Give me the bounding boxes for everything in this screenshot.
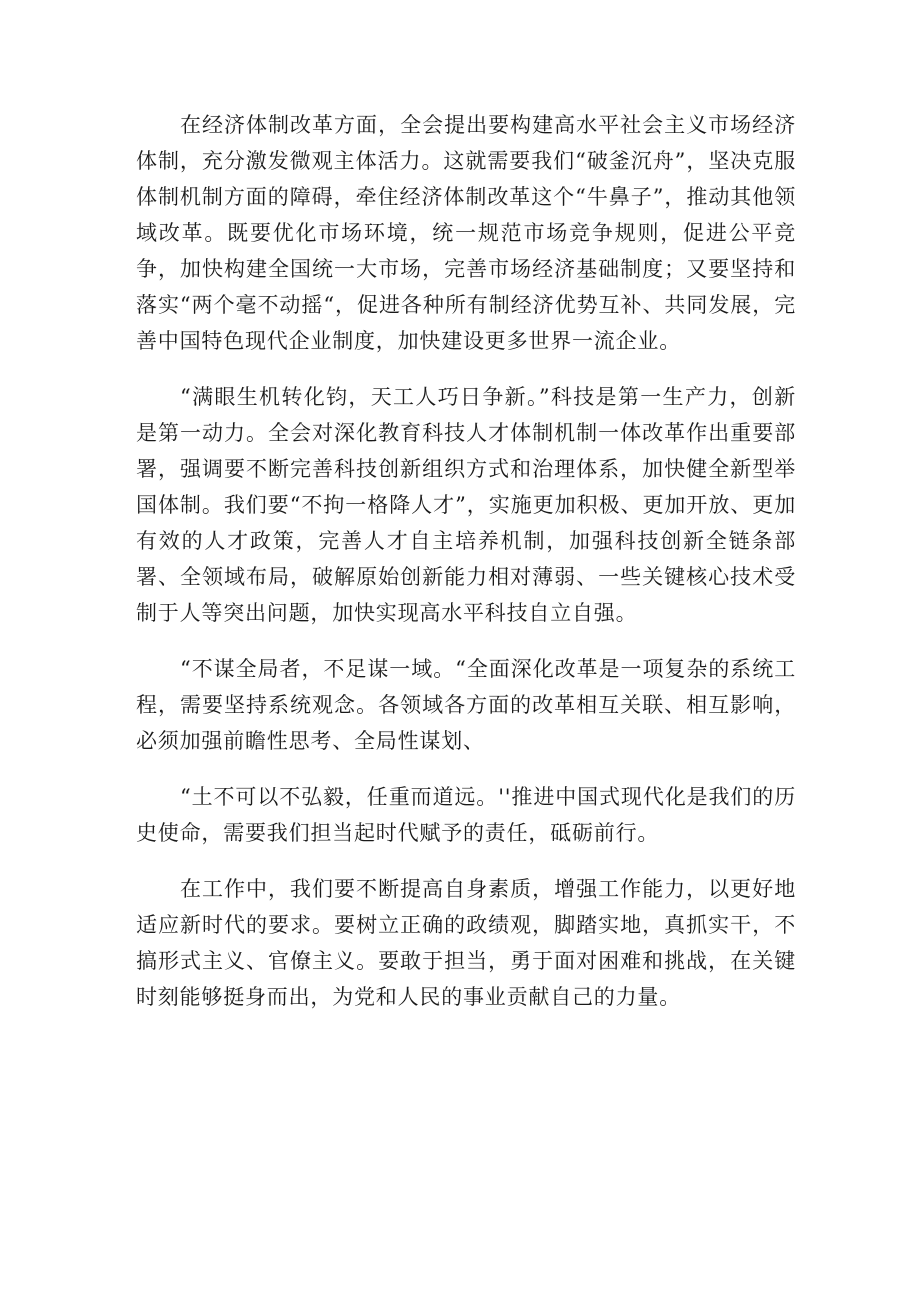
paragraph-historic-mission: “土不可以不弘毅，任重而道远。''推进中国式现代化是我们的历史使命，需要我们担当起时代赋予的责任，砥砺前行。 — [136, 785, 796, 845]
paragraph-science-technology: “满眼生机转化钧，天工人巧日争新。”科技是第一生产力，创新是第一动力。全会对深化教育科技人才体制机制一体改革作出重要部署，强调要不断完善科技创新组织方式和治理体系，加快健全新型举国体制。我们要“不拘一格降人才”，实施更加积极、更加开放、更加有效的人才政策，完善人才自主培养机制，加强科技创新全链条部署、全领域布局，破解原始创新能力相对薄弱、一些关键核心技术受制于人等突出问题，加快实现高水平科技自立自强。 — [136, 385, 796, 625]
paragraph-economic-reform: 在经济体制改革方面，全会提出要构建高水平社会主义市场经济体制，充分激发微观主体活力。这就需要我们“破釜沉舟”，坚决克服体制机制方面的障碍，牵住经济体制改革这个“牛鼻子”，推动其他领域改革。既要优化市场环境，统一规范市场竞争规则，促进公平竞争，加快构建全国统一大市场，完善市场经济基础制度；又要坚持和落实“两个毫不动摇“，促进各种所有制经济优势互补、共同发展，完善中国特色现代企业制度，加快建设更多世界一流企业。 — [136, 113, 796, 353]
document-body — [136, 107, 796, 1015]
paragraph-work-attitude: 在工作中，我们要不断提高自身素质，增强工作能力，以更好地适应新时代的要求。要树立正确的政绩观，脚踏实地，真抓实干，不搞形式主义、官僚主义。要敢于担当，勇于面对困难和挑战，在关键时刻能够挺身而出，为党和人民的事业贡献自己的力量。 — [136, 877, 796, 1009]
paragraph-systemic-view: “不谋全局者，不足谋一域。“全面深化改革是一项复杂的系统工程，需要坚持系统观念。各领域各方面的改革相互关联、相互影响，必须加强前瞻性思考、全局性谋划、 — [136, 657, 796, 753]
